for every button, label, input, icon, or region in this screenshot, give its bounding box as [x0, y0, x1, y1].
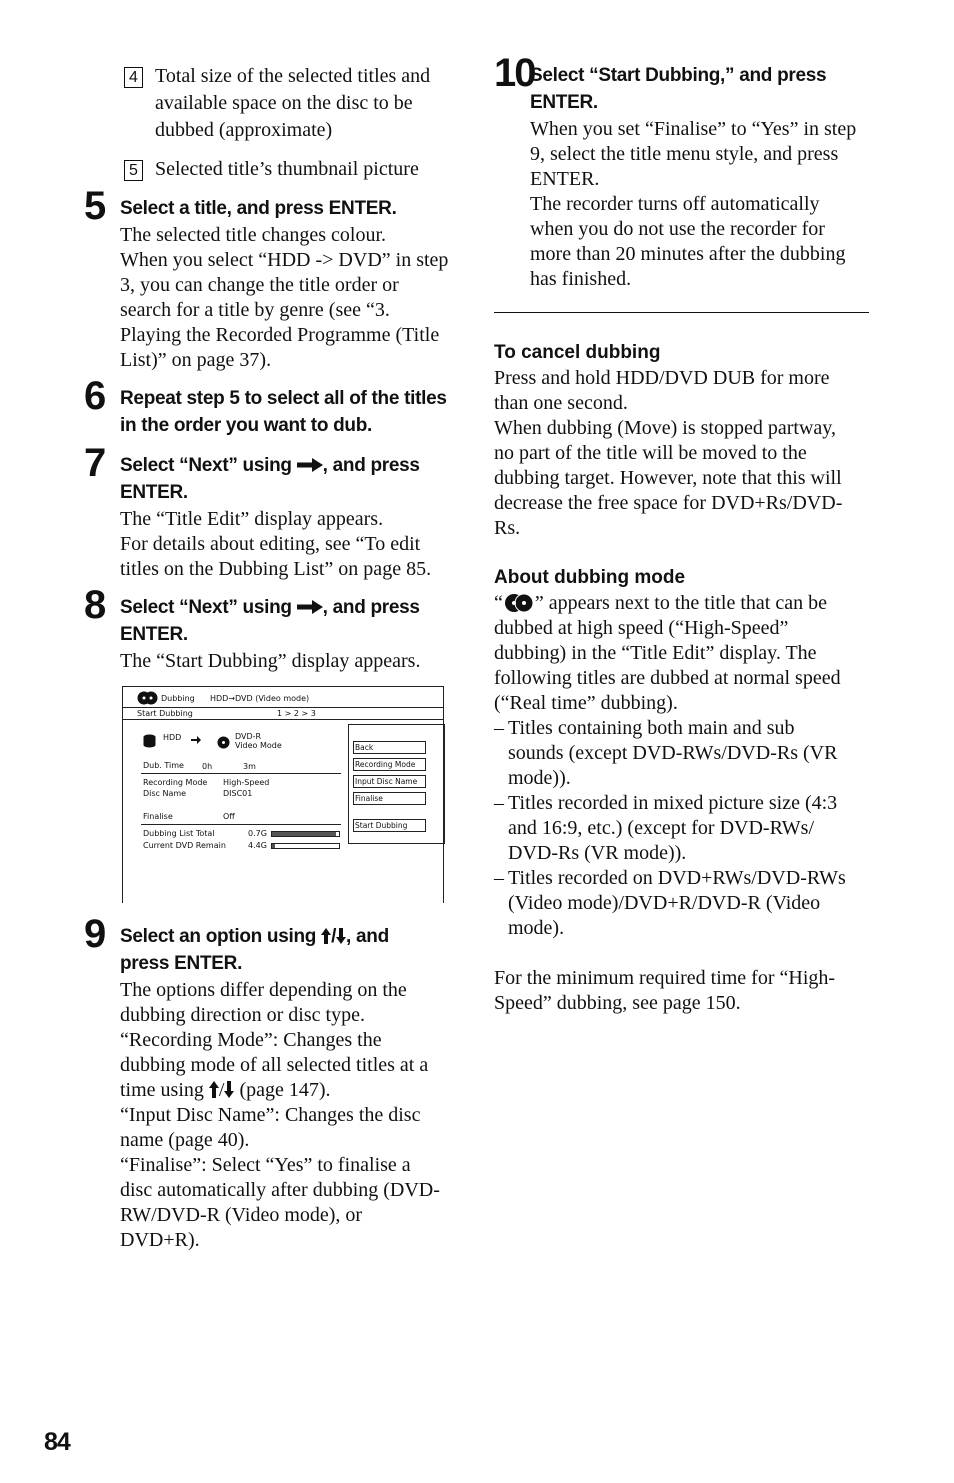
- legend-item-text: [155, 157, 419, 182]
- step-number: 5: [84, 184, 105, 228]
- legend-item-text: [155, 64, 430, 143]
- menu-recording-mode-button[interactable]: Recording Mode: [353, 758, 426, 771]
- step-heading-line: Repeat step 5 to select all of the titles: [120, 388, 447, 409]
- step-heading: [120, 452, 465, 479]
- text-line: Playing the Recorded Programme (Title: [120, 324, 440, 346]
- screen-subtitle: Start Dubbing: [137, 709, 193, 718]
- disc-name-value: DISC01: [223, 789, 253, 798]
- text-line: when you do not use the recorder for: [530, 218, 825, 240]
- list-item-text: [508, 791, 837, 866]
- remain-bar-fill: [272, 844, 275, 848]
- page-number: 84: [44, 1428, 70, 1456]
- remain-value: 4.4G: [248, 841, 267, 850]
- heading-text: , and press: [322, 597, 420, 618]
- text-line: dubbed at high speed (“High-Speed”: [494, 617, 789, 639]
- text-line: RW/DVD-R (Video mode), or: [120, 1204, 363, 1226]
- total-label: Dubbing List Total: [143, 829, 215, 838]
- text-part: (page 147).: [234, 1079, 331, 1101]
- text-line: The recorder turns off automatically: [530, 193, 820, 215]
- heading-text: Select “Next” using: [120, 597, 297, 618]
- text-line: The “Title Edit” display appears.: [120, 508, 384, 530]
- arrow-icon: [191, 736, 201, 746]
- dub-time-label: Dub. Time: [143, 761, 184, 770]
- text-line: (“Real time” dubbing).: [494, 692, 678, 714]
- cancel-section: [494, 340, 869, 541]
- text-line: dubbing target. However, note that this will: [494, 467, 842, 489]
- step-heading: Select a title, and press ENTER.: [120, 198, 397, 219]
- up-down-arrows-icon: /: [209, 1079, 235, 1101]
- text-line: DVD+R).: [120, 1229, 200, 1251]
- divider: [141, 824, 341, 825]
- step-number: 7: [84, 441, 105, 485]
- step-heading-line: ENTER.: [120, 624, 188, 645]
- dash-marker: –: [494, 717, 504, 739]
- text-line: decrease the free space for DVD+Rs/DVD-: [494, 492, 843, 514]
- dubbing-mode-section: [494, 565, 869, 1016]
- text-line: more than 20 minutes after the dubbing: [530, 243, 846, 265]
- text-line: “Input Disc Name”: Changes the disc: [120, 1104, 421, 1126]
- text-line: Total size of the selected titles and: [155, 65, 431, 87]
- up-down-arrows-icon: /: [321, 926, 346, 947]
- heading-text: Select “Next” using: [120, 455, 297, 476]
- text-part: ” appears next to the title that can be: [534, 592, 827, 614]
- dubbing-menu: [348, 724, 445, 844]
- text-line: search for a title by genre (see “3.: [120, 299, 390, 321]
- list-item: [494, 866, 869, 941]
- legend-item-5: [124, 157, 419, 182]
- step-number: 6: [84, 374, 105, 418]
- text-line: available space on the disc to be: [155, 92, 413, 114]
- source-label: HDD: [163, 733, 182, 742]
- text-line: When dubbing (Move) is stopped partway,: [494, 417, 836, 439]
- step-heading: [120, 594, 465, 621]
- finalise-value: Off: [223, 812, 235, 821]
- list-item-text: [508, 866, 846, 941]
- text-line: When you set “Finalise” to “Yes” in step: [530, 118, 857, 140]
- text-line: When you select “HDD -> DVD” in step: [120, 249, 449, 271]
- step-9: [120, 923, 465, 1253]
- section-body: [494, 366, 869, 541]
- dest-label: DVD-R: [235, 732, 262, 741]
- list-item-text: [508, 716, 837, 791]
- text-line: Rs.: [494, 517, 521, 539]
- text-line: The options differ depending on the: [120, 979, 407, 1001]
- text-line: sounds (except DVD-RWs/DVD-Rs (VR: [508, 742, 838, 764]
- item-number-box: 4: [124, 67, 143, 88]
- text-line: (Video mode)/DVD+R/DVD-R (Video: [508, 892, 821, 914]
- heading-text: , and press: [322, 455, 420, 476]
- step-body: [120, 223, 465, 373]
- text-line: [494, 591, 869, 616]
- text-line: “Recording Mode”: Changes the: [120, 1029, 382, 1051]
- heading-text: Select an option using: [120, 926, 322, 947]
- screen-steps: 1 > 2 > 3: [277, 709, 316, 718]
- text-line: dubbing mode of all selected titles at a: [120, 1054, 429, 1076]
- step-heading-line: ENTER.: [120, 482, 188, 503]
- text-line: mode).: [508, 917, 565, 939]
- start-dubbing-screen: [122, 686, 444, 903]
- text-line: [120, 1078, 465, 1103]
- text-line: dubbing direction or disc type.: [120, 1004, 365, 1026]
- dash-marker: –: [494, 792, 504, 814]
- section-heading: About dubbing mode: [494, 567, 686, 588]
- step-number: 8: [84, 583, 105, 627]
- legend-item-4: [124, 64, 430, 143]
- hdd-icon: [143, 734, 156, 750]
- dest-mode: Video Mode: [235, 741, 282, 750]
- step-10: [530, 62, 875, 292]
- screen-subtitle-bar: [123, 708, 443, 720]
- divider: [141, 773, 341, 774]
- remain-label: Current DVD Remain: [143, 841, 226, 850]
- step-body: [120, 507, 465, 582]
- step-8: [120, 594, 465, 674]
- text-line: has finished.: [530, 268, 632, 290]
- section-heading: To cancel dubbing: [494, 342, 661, 363]
- text-line: dubbing) in the “Title Edit” display. The: [494, 642, 817, 664]
- text-line: than one second.: [494, 392, 628, 414]
- text-part: “: [494, 592, 503, 614]
- dubbing-disc-icon: [137, 691, 159, 707]
- text-line: Titles recorded on DVD+RWs/DVD-RWs: [508, 867, 846, 889]
- step-heading-line: in the order you want to dub.: [120, 415, 373, 436]
- screen-mode: HDD→DVD (Video mode): [210, 694, 310, 703]
- list-item: [494, 791, 869, 866]
- text-line: titles on the Dubbing List” on page 85.: [120, 558, 432, 580]
- text-line: name (page 40).: [120, 1129, 250, 1151]
- text-line: following titles are dubbed at normal speed: [494, 667, 841, 689]
- screen-title-bar: [123, 687, 443, 708]
- total-bar: [271, 831, 340, 837]
- menu-back-button[interactable]: Back: [353, 741, 426, 754]
- text-line: dubbed (approximate): [155, 119, 333, 141]
- step-heading-line: Select “Start Dubbing,” and press: [530, 65, 827, 86]
- right-arrow-icon: [297, 455, 323, 476]
- section-body: [494, 591, 869, 1016]
- high-speed-dubbing-icon: [503, 592, 535, 614]
- step-body: [530, 117, 875, 292]
- step-5: [120, 195, 465, 373]
- text-line: and 16:9, etc.) (except for DVD-RWs/: [508, 817, 815, 839]
- text-line: ENTER.: [530, 168, 600, 190]
- text-line: The selected title changes colour.: [120, 224, 387, 246]
- dash-marker: –: [494, 867, 504, 889]
- text-line: Selected title’s thumbnail picture: [155, 158, 419, 180]
- step-heading: [120, 923, 465, 950]
- step-number: 9: [84, 912, 105, 956]
- text-line: Titles containing both main and sub: [508, 717, 795, 739]
- list-item: [494, 716, 869, 791]
- disc-name-label: Disc Name: [143, 789, 187, 798]
- text-line: Press and hold HDD/DVD DUB for more: [494, 367, 830, 389]
- step-number: 10: [494, 51, 535, 95]
- text-line: The “Start Dubbing” display appears.: [120, 650, 421, 672]
- menu-start-dubbing-button[interactable]: Start Dubbing: [353, 819, 426, 832]
- text-line: Titles recorded in mixed picture size (4:3: [508, 792, 838, 814]
- text-line: no part of the title will be moved to the: [494, 442, 807, 464]
- text-line: DVD-Rs (VR mode)).: [508, 842, 687, 864]
- text-line: For the minimum required time for “High-: [494, 967, 836, 989]
- step-body: [120, 978, 465, 1253]
- text-line: 9, select the title menu style, and press: [530, 143, 839, 165]
- item-number-box: 5: [124, 160, 143, 181]
- step-6: [120, 385, 465, 439]
- rec-mode-value: High-Speed: [223, 778, 270, 787]
- heading-text: , and: [346, 926, 389, 947]
- total-value: 0.7G: [248, 829, 267, 838]
- text-line: Speed” dubbing, see page 150.: [494, 992, 741, 1014]
- menu-finalise-button[interactable]: Finalise: [353, 792, 426, 805]
- text-line: 3, you can change the title order or: [120, 274, 399, 296]
- text-line: List)” on page 37).: [120, 349, 272, 371]
- step-body: [120, 649, 465, 674]
- text-line: “Finalise”: Select “Yes” to finalise a: [120, 1154, 411, 1176]
- dub-time-start: 0h: [202, 762, 213, 771]
- section-divider: [494, 312, 869, 313]
- step-heading-line: ENTER.: [530, 92, 598, 113]
- step-heading-line: press ENTER.: [120, 953, 243, 974]
- remain-bar: [271, 843, 340, 849]
- rec-mode-label: Recording Mode: [143, 778, 208, 787]
- dub-time-end: 3m: [243, 762, 256, 771]
- text-line: disc automatically after dubbing (DVD-: [120, 1179, 440, 1201]
- total-bar-fill: [272, 832, 336, 836]
- right-arrow-icon: [297, 597, 323, 618]
- menu-input-disc-name-button[interactable]: Input Disc Name: [353, 775, 426, 788]
- dvd-disc-icon: [217, 736, 230, 751]
- text-line: mode)).: [508, 767, 571, 789]
- step-7: [120, 452, 465, 582]
- text-part: time using: [120, 1079, 209, 1101]
- text-line: For details about editing, see “To edit: [120, 533, 421, 555]
- finalise-label: Finalise: [143, 812, 173, 821]
- screen-title: Dubbing: [161, 694, 195, 703]
